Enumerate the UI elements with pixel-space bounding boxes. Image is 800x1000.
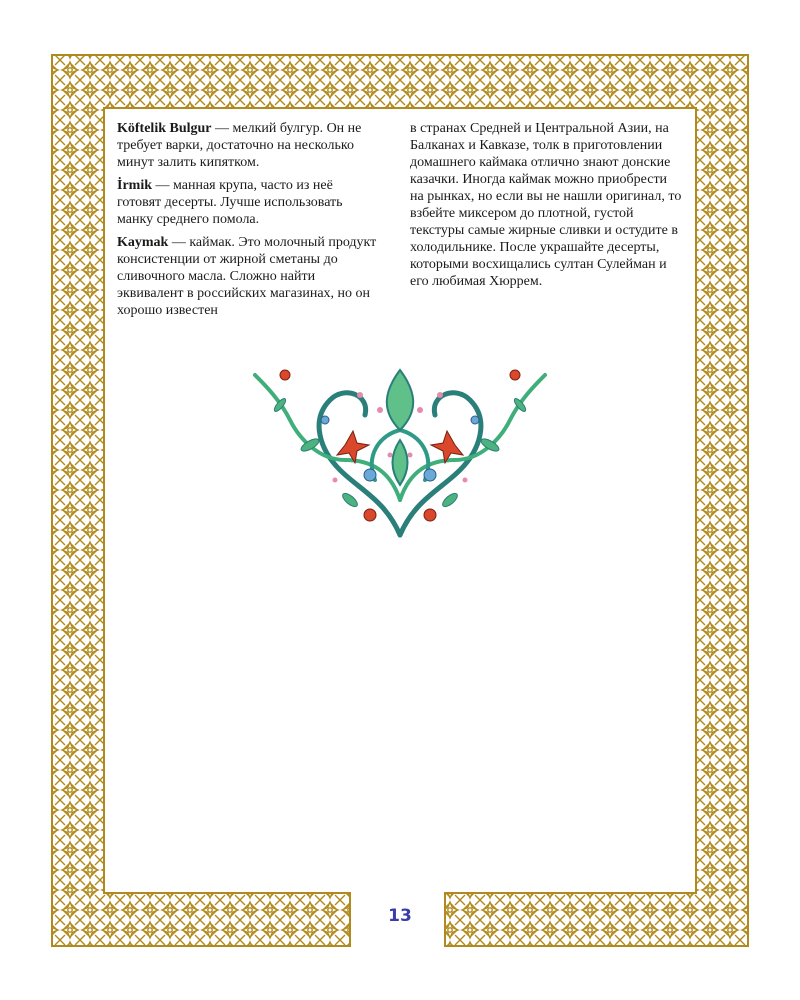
term-kaymak: Kaymak: [117, 235, 169, 250]
definition-irmik: — манная крупа, часто из неё готовят десерты. Лучше использовать манку среднего помола.: [117, 178, 343, 227]
glossary-entry-irmik: [117, 177, 379, 228]
glossary-entry-kaymak: [117, 234, 379, 319]
floral-arabesque-icon: [250, 350, 550, 540]
term-bulgur: Köftelik Bulgur: [117, 121, 212, 136]
kaymak-continuation: в странах Средней и Центральной Азии, на Балканах и Кавказе, толк в приготовлении домашнего каймака отлично знают донские казачки. Иногда каймак можно приобрести на рынках, но если вы не нашли оригинал, то взбейте миксером до плотной, густой текстуры самые жирные сливки и остудите в холодильнике. После украшайте десерты, которыми восхищались султан Сулейман и его любимая Хюррем.: [410, 121, 682, 289]
definition-bulgur: — мелкий булгур. Он не требует варки, достаточно на несколько минут залить кипятком.: [117, 121, 362, 170]
term-irmik: İrmik: [117, 178, 152, 193]
right-column: [410, 120, 682, 296]
glossary-entry-bulgur: [117, 120, 379, 171]
page-number: 13: [388, 906, 412, 926]
definition-kaymak: — каймак. Это молочный продукт консистенции от жирной сметаны до сливочного масла. Сложно найти эквивалент в российских магазинах, но он хорошо известен: [117, 235, 377, 318]
left-column: [117, 120, 379, 325]
